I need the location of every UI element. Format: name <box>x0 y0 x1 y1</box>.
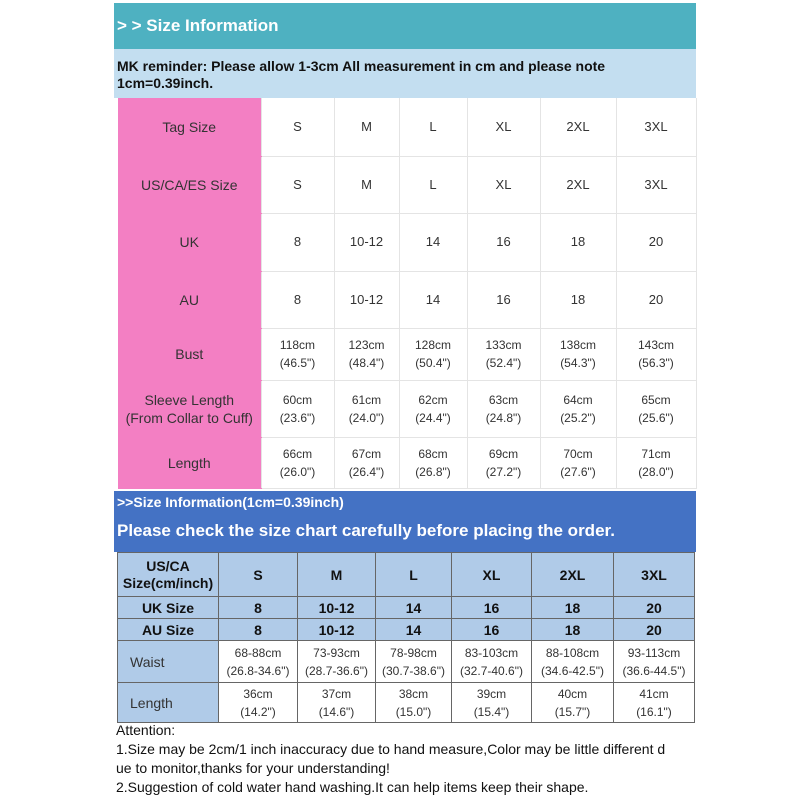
table-row <box>118 271 696 328</box>
table-cell: 18 <box>540 213 616 271</box>
table-row <box>118 380 696 437</box>
table-cell: 71cm (28.0") <box>616 437 696 488</box>
table-cell: 20 <box>616 213 696 271</box>
table-cell: 8 <box>219 619 298 641</box>
table-cell: L <box>399 156 467 213</box>
table-cell: 67cm (26.4") <box>334 437 399 488</box>
table-cell: 14 <box>399 271 467 328</box>
row-label: Bust <box>118 328 261 380</box>
row-label: US/CA Size(cm/inch) <box>118 553 219 597</box>
table-cell: 40cm (15.7") <box>532 683 614 723</box>
attention-line: 1.Size may be 2cm/1 inch inaccuracy due to hand measure,Color may be little different d <box>116 741 666 757</box>
table-cell: 73-93cm (28.7-36.6") <box>298 641 376 683</box>
table-cell: 3XL <box>616 156 696 213</box>
table-cell: 16 <box>467 213 540 271</box>
table-row <box>118 328 696 380</box>
table-cell: 16 <box>452 597 532 619</box>
table-cell: 62cm (24.4") <box>399 380 467 437</box>
table-cell: S <box>261 98 334 156</box>
row-label: UK <box>118 213 261 271</box>
table-cell: 69cm (27.2") <box>467 437 540 488</box>
size-info-banner <box>114 491 696 552</box>
table-cell: L <box>376 553 452 597</box>
row-label: AU Size <box>118 619 219 641</box>
table-cell: 18 <box>532 597 614 619</box>
size-check-notice: Please check the size chart carefully before placing the order. <box>117 521 615 540</box>
size-info-title: >>Size Information(1cm=0.39inch) <box>117 494 344 510</box>
table-cell: 2XL <box>532 553 614 597</box>
table-cell: 70cm (27.6") <box>540 437 616 488</box>
table-cell: 20 <box>614 619 695 641</box>
table-row <box>118 597 695 619</box>
attention-notes <box>116 721 696 797</box>
row-label: Length <box>118 437 261 488</box>
table-cell: 14 <box>376 597 452 619</box>
row-label: Length <box>118 683 219 723</box>
table-cell: 10-12 <box>298 619 376 641</box>
table-cell: 123cm (48.4") <box>334 328 399 380</box>
table-cell: 66cm (26.0") <box>261 437 334 488</box>
table-cell: 14 <box>399 213 467 271</box>
table-cell: 16 <box>467 271 540 328</box>
table-cell: 10-12 <box>334 213 399 271</box>
table-cell: 68cm (26.8") <box>399 437 467 488</box>
table-cell: 20 <box>616 271 696 328</box>
table-cell: 143cm (56.3") <box>616 328 696 380</box>
table-cell: 18 <box>532 619 614 641</box>
measurement-reminder: MK reminder: Please allow 1-3cm All measurement in cm and please note 1cm=0.39inch. <box>114 49 696 98</box>
size-chart-bottom <box>114 491 696 800</box>
table-cell: S <box>261 156 334 213</box>
table-cell: 93-113cm (36.6-44.5") <box>614 641 695 683</box>
table-row <box>118 641 695 683</box>
table-cell: 61cm (24.0") <box>334 380 399 437</box>
table-cell: 10-12 <box>298 597 376 619</box>
table-cell: 2XL <box>540 156 616 213</box>
size-table-bottom <box>117 552 695 723</box>
attention-title: Attention: <box>116 722 176 738</box>
size-table-top <box>118 98 697 489</box>
table-cell: XL <box>467 98 540 156</box>
table-row <box>118 213 696 271</box>
table-cell: 20 <box>614 597 695 619</box>
table-cell: 38cm (15.0") <box>376 683 452 723</box>
table-cell: 14 <box>376 619 452 641</box>
table-row <box>118 98 696 156</box>
table-cell: 10-12 <box>334 271 399 328</box>
table-cell: 37cm (14.6") <box>298 683 376 723</box>
table-cell: 83-103cm (32.7-40.6") <box>452 641 532 683</box>
table-cell: L <box>399 98 467 156</box>
table-cell: 8 <box>261 271 334 328</box>
table-cell: XL <box>452 553 532 597</box>
size-info-header: > > Size Information <box>114 3 696 49</box>
table-cell: 128cm (50.4") <box>399 328 467 380</box>
table-cell: M <box>334 156 399 213</box>
table-cell: 8 <box>219 597 298 619</box>
table-cell: 18 <box>540 271 616 328</box>
table-cell: 68-88cm (26.8-34.6") <box>219 641 298 683</box>
table-row <box>118 156 696 213</box>
table-cell: 2XL <box>540 98 616 156</box>
row-label: Waist <box>118 641 219 683</box>
attention-line: ue to monitor,thanks for your understanding! <box>116 760 390 776</box>
row-label: Tag Size <box>118 98 261 156</box>
table-cell: XL <box>467 156 540 213</box>
table-cell: 3XL <box>616 98 696 156</box>
table-cell: 138cm (54.3") <box>540 328 616 380</box>
table-cell: 36cm (14.2") <box>219 683 298 723</box>
table-cell: 3XL <box>614 553 695 597</box>
table-row <box>118 437 696 488</box>
table-cell: M <box>298 553 376 597</box>
row-label: UK Size <box>118 597 219 619</box>
table-cell: 133cm (52.4") <box>467 328 540 380</box>
table-cell: 64cm (25.2") <box>540 380 616 437</box>
table-cell: 65cm (25.6") <box>616 380 696 437</box>
table-cell: 39cm (15.4") <box>452 683 532 723</box>
table-cell: 88-108cm (34.6-42.5") <box>532 641 614 683</box>
table-cell: 16 <box>452 619 532 641</box>
attention-line: 2.Suggestion of cold water hand washing.It can help items keep their shape. <box>116 779 589 795</box>
table-row <box>118 619 695 641</box>
table-cell: M <box>334 98 399 156</box>
row-label: AU <box>118 271 261 328</box>
size-chart-top <box>114 0 696 490</box>
table-cell: 118cm (46.5") <box>261 328 334 380</box>
table-cell: 63cm (24.8") <box>467 380 540 437</box>
table-cell: 41cm (16.1") <box>614 683 695 723</box>
row-label: Sleeve Length (From Collar to Cuff) <box>118 380 261 437</box>
table-cell: S <box>219 553 298 597</box>
table-cell: 78-98cm (30.7-38.6") <box>376 641 452 683</box>
table-row <box>118 553 695 597</box>
table-cell: 60cm (23.6") <box>261 380 334 437</box>
table-cell: 8 <box>261 213 334 271</box>
table-row <box>118 683 695 723</box>
row-label: US/CA/ES Size <box>118 156 261 213</box>
